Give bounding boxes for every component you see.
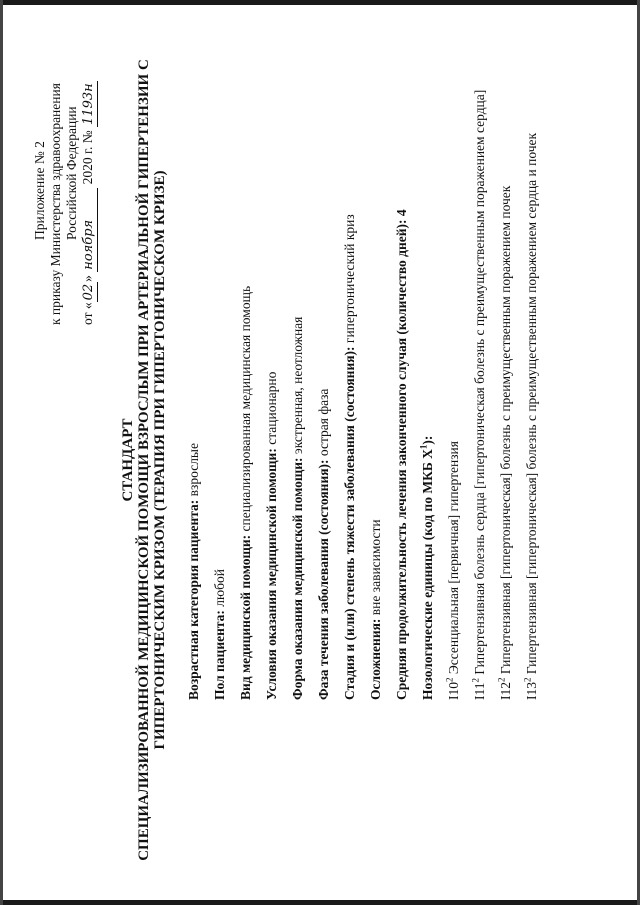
title-standard: СТАНДАРТ <box>120 418 136 502</box>
approval-date-line <box>80 81 98 325</box>
date-mid: » <box>80 275 95 282</box>
scan-edge-bottom <box>0 900 640 905</box>
code-i10: $I10^2$ Эссенциальная [первичная] гипертензия <box>444 441 461 700</box>
date-prefix: от « <box>80 302 95 325</box>
field-care-conditions: Условия оказания медицинской помощи: стационарно <box>264 371 279 700</box>
date-year: 2020 г. № <box>80 130 95 185</box>
code-i11: $I11^2$ Гипертензивная болезнь сердца [гипертоническая болезнь с преимущественным поражением сердца] <box>470 89 487 700</box>
field-care-type: Вид медицинской помощи: специализированная медицинская помощь <box>238 285 253 700</box>
code-i12: $I12^2$ Гипертензивная [гипертоническая] болезнь с преимущественным поражением почек <box>496 185 513 700</box>
nosology-heading: Нозологические единицы (код по МКБ $X^1$): <box>418 435 435 700</box>
field-disease-phase: Фаза течения заболевания (состояния): острая фаза <box>316 388 331 700</box>
field-complications: Осложнения: вне зависимости <box>368 519 383 700</box>
order-number-handwritten: 1193н <box>81 83 96 125</box>
field-sex: Пол пациента: любой <box>212 569 227 700</box>
field-severity: Стадия и (или) степень тяжести заболевания (состояния): гипертонический криз <box>342 214 357 700</box>
date-day-handwritten: 02 <box>81 283 96 301</box>
field-age-category: Возрастная категория пациента: взрослые <box>186 443 201 700</box>
date-month-handwritten: ноября <box>81 188 98 272</box>
code-i13: $I13^2$ Гипертензивная [гипертоническая] болезнь с преимущественным поражением сердца и почек <box>522 132 539 700</box>
approval-line-2: к приказу Министерства здравоохранения <box>48 83 63 325</box>
rotated-content <box>0 40 640 880</box>
field-care-form: Форма оказания медицинской помощи: экстренная, неотложная <box>290 316 305 700</box>
scan-edge-top <box>0 0 640 5</box>
approval-line-3: Российской Федерации <box>64 106 79 240</box>
title-line-3: ГИПЕРТОНИЧЕСКИМ КРИЗОМ (ТЕРАПИЯ ПРИ ГИПЕРТОНИЧЕСКОМ КРИЗЕ) <box>152 170 168 750</box>
approval-line-1: Приложение № 2 <box>32 141 47 240</box>
field-treatment-duration: Средняя продолжительность лечения законченного случая (количество дней): 4 <box>394 209 409 700</box>
title-line-2: СПЕЦИАЛИЗИРОВАННОЙ МЕДИЦИНСКОЙ ПОМОЩИ ВЗРОСЛЫМ ПРИ АРТЕРИАЛЬНОЙ ГИПЕРТЕНЗИИ С <box>136 59 152 861</box>
